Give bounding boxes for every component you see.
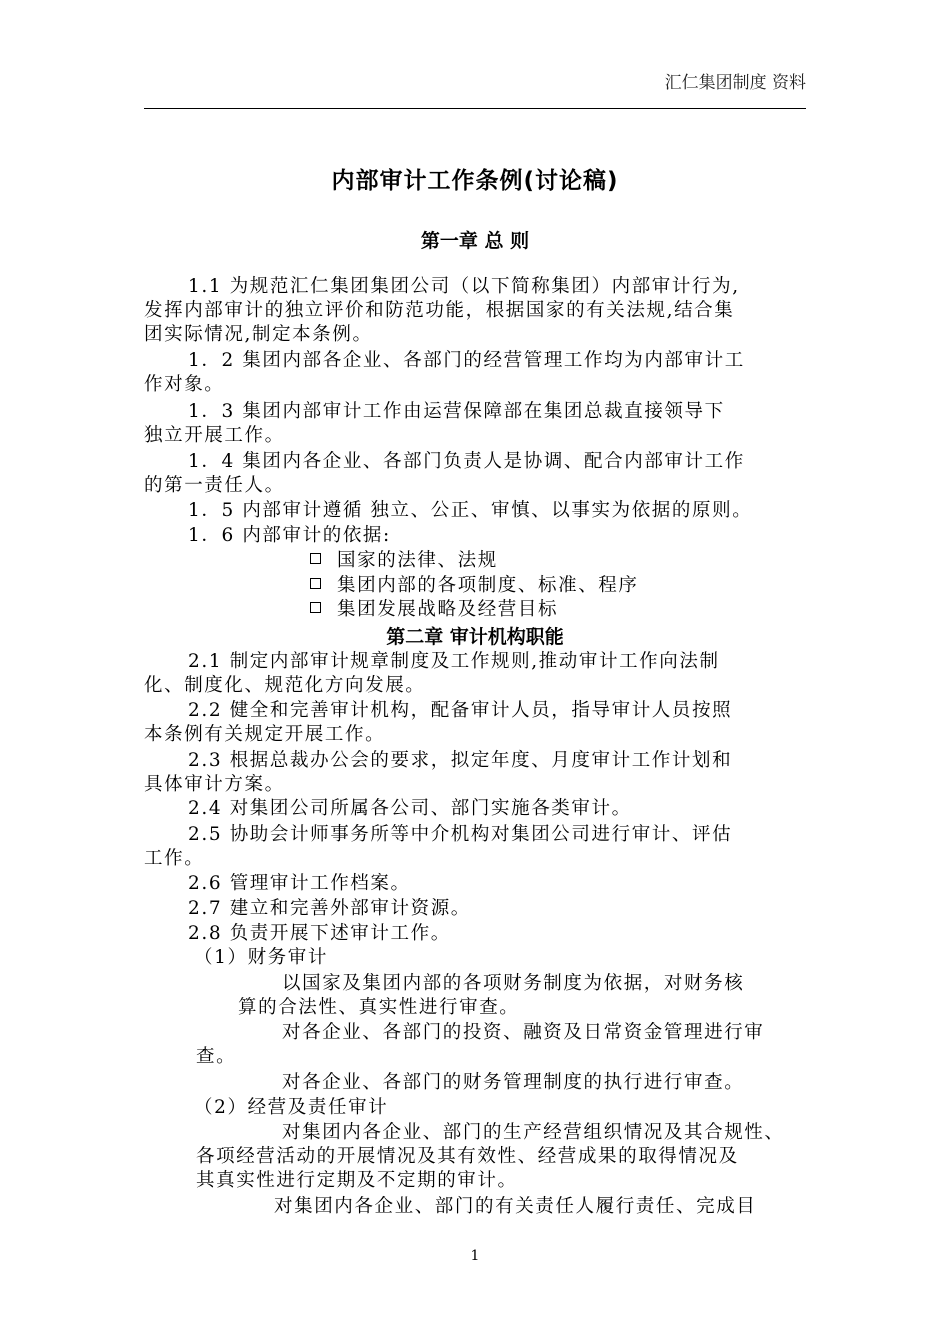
- paragraph-line: 2.6 管理审计工作档案。: [188, 873, 411, 894]
- paragraph-line: 其真实性进行定期及不定期的审计。: [196, 1170, 518, 1191]
- paragraph-line: 2.3 根据总裁办公会的要求，拟定年度、月度审计工作计划和: [188, 750, 733, 771]
- paragraph-line: 各项经营活动的开展情况及其有效性、经营成果的取得情况及: [196, 1146, 739, 1167]
- paragraph-line: 2.1 制定内部审计规章制度及工作规则,推动审计工作向法制: [188, 651, 720, 672]
- paragraph-line: 团实际情况,制定本条例。: [144, 324, 373, 345]
- paragraph-line: 本条例有关规定开展工作。: [144, 724, 386, 745]
- paragraph-line: 算的合法性、真实性进行审查。: [238, 997, 520, 1018]
- paragraph-line: 对各企业、各部门的财务管理制度的执行进行审查。: [282, 1072, 745, 1093]
- checkbox-bullet-icon: [310, 553, 321, 564]
- document-title: 内部审计工作条例(讨论稿): [331, 168, 619, 194]
- paragraph-line: 化、制度化、规范化方向发展。: [144, 675, 426, 696]
- paragraph-line: 以国家及集团内部的各项财务制度为依据，对财务核: [282, 973, 745, 994]
- paragraph-line: 2.4 对集团公司所属各公司、部门实施各类审计。: [188, 798, 632, 819]
- paragraph-line: 作对象。: [144, 374, 225, 395]
- paragraph-line: 1．5 内部审计遵循 独立、公正、审慎、以事实为依据的原则。: [188, 500, 753, 521]
- paragraph-line: 对集团内各企业、部门的有关责任人履行责任、完成目: [274, 1196, 757, 1217]
- header-rule: [144, 108, 806, 109]
- bullet-item: 集团内部的各项制度、标准、程序: [310, 574, 639, 598]
- paragraph-line: 1．3 集团内部审计工作由运营保障部在集团总裁直接领导下: [188, 401, 725, 422]
- paragraph-line: 2.8 负责开展下述审计工作。: [188, 923, 451, 944]
- page-number: 1: [470, 1248, 480, 1264]
- paragraph-line: （1）财务审计: [194, 947, 328, 968]
- paragraph-line: 工作。: [144, 848, 205, 869]
- paragraph-line: 2.2 健全和完善审计机构，配备审计人员，指导审计人员按照: [188, 700, 733, 721]
- chapter-1-heading: 第一章 总 则: [420, 230, 530, 252]
- paragraph-line: 2.5 协助会计师事务所等中介机构对集团公司进行审计、评估: [188, 824, 733, 845]
- paragraph-line: 的第一责任人。: [144, 475, 285, 496]
- checkbox-bullet-icon: [310, 602, 321, 613]
- paragraph-line: 具体审计方案。: [144, 774, 285, 795]
- paragraph-line: 2.7 建立和完善外部审计资源。: [188, 898, 471, 919]
- paragraph-line: 独立开展工作。: [144, 425, 285, 446]
- page-header: 汇仁集团制度 资料: [664, 73, 806, 93]
- paragraph-line: 发挥内部审计的独立评价和防范功能，根据国家的有关法规,结合集: [144, 300, 735, 321]
- paragraph-line: 对各企业、各部门的投资、融资及日常资金管理进行审: [282, 1022, 765, 1043]
- paragraph-line: 查。: [196, 1046, 237, 1067]
- chapter-2-heading: 第二章 审计机构职能: [386, 626, 564, 648]
- paragraph-line: 对集团内各企业、部门的生产经营组织情况及其合规性、: [282, 1122, 785, 1143]
- paragraph-line: 1．6 内部审计的依据:: [188, 525, 391, 546]
- checkbox-bullet-icon: [310, 578, 321, 589]
- paragraph-line: 1．4 集团内各企业、各部门负责人是协调、配合内部审计工作: [188, 451, 745, 472]
- paragraph-line: （2）经营及责任审计: [194, 1097, 389, 1118]
- paragraph-line: 1.1 为规范汇仁集团集团公司（以下简称集团）内部审计行为,: [188, 276, 740, 297]
- paragraph-line: 1．2 集团内部各企业、各部门的经营管理工作均为内部审计工: [188, 350, 745, 371]
- bullet-item: 集团发展战略及经营目标: [310, 598, 558, 622]
- bullet-item: 国家的法律、法规: [310, 549, 498, 573]
